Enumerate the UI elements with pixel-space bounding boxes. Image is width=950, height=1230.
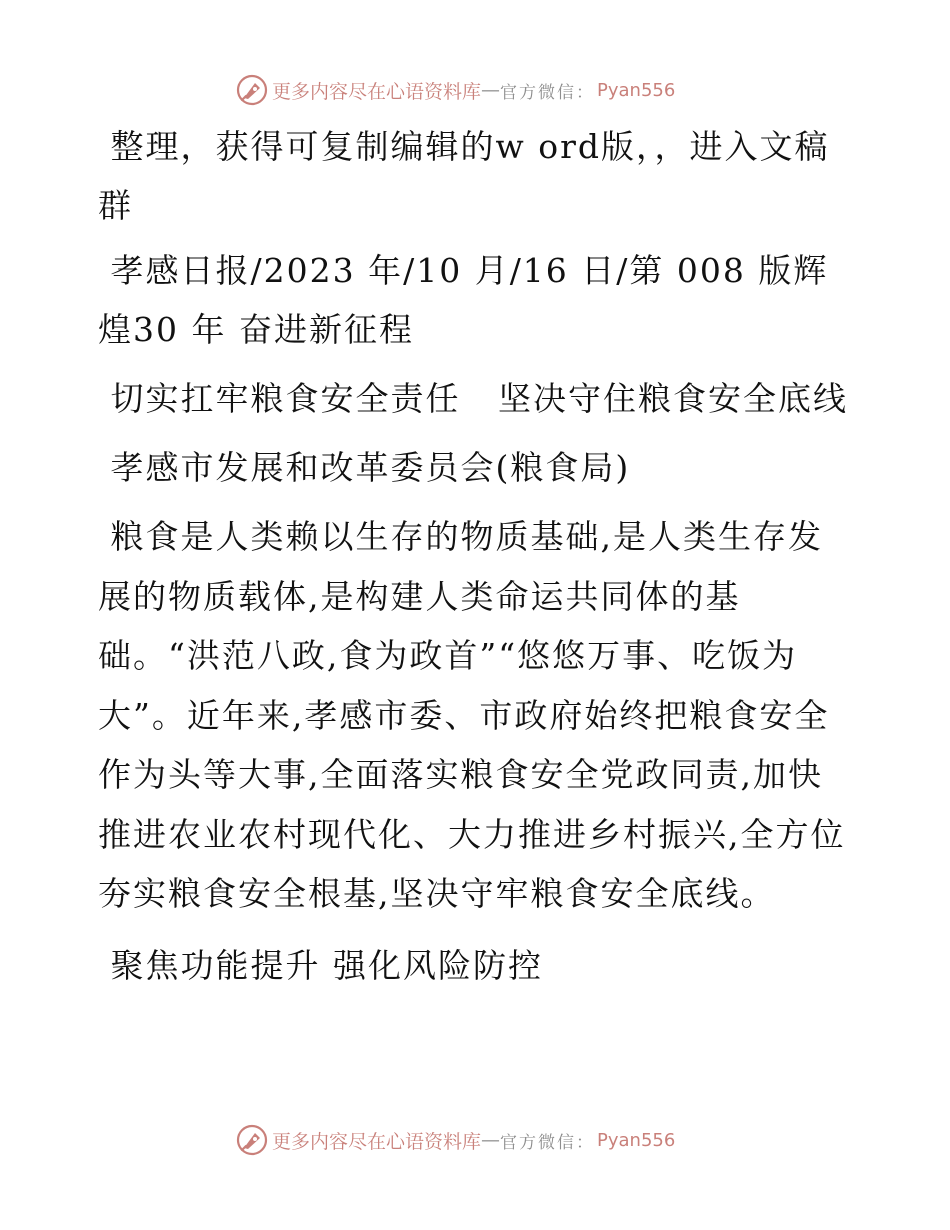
- watermark-official-label: 官方微信：: [500, 82, 596, 103]
- watermark-official-label: 官方微信：: [500, 1132, 596, 1153]
- document-body: [98, 117, 850, 995]
- intro-paragraph: 整理，获得可复制编辑的w ord版，，进入文稿群: [98, 127, 830, 225]
- watermark-dash: —: [481, 79, 501, 101]
- article-author: 孝感市发展和改革委员会(粮食局): [98, 448, 631, 487]
- section-heading: 聚焦功能提升 强化风险防控: [98, 945, 543, 985]
- footer-watermark: [236, 1123, 716, 1157]
- pen-nib-logo-icon: [236, 1124, 268, 1156]
- article-title: 切实扛牢粮食安全责任 坚决守住粮食安全底线: [98, 379, 848, 418]
- body-paragraph: 粮食是人类赖以生存的物质基础,是人类生存发展的物质载体,是构建人类命运共同体的基础。“洪范八政,食为政首”“悠悠万事、吃饭为大”。近年来,孝感市委、市政府始终把粮食安全作为头等大事,全面落实粮食安全党政同责,加快推进农业农村现代化、大力推进乡村振兴,全方位夯实粮食安全根基,坚决守牢粮食安全底线。: [98, 517, 846, 913]
- header-watermark: [236, 73, 716, 107]
- source-line: 孝感日报/2023 年/10 月/16 日/第 008 版辉煌30 年 奋进新征程: [98, 251, 829, 349]
- watermark-promo-text: 更多内容尽在心语资料库: [272, 80, 482, 103]
- watermark-wechat-id: Pyan556: [597, 79, 676, 101]
- pen-nib-logo-icon: [236, 74, 268, 106]
- watermark-wechat-id: Pyan556: [597, 1129, 676, 1151]
- watermark-promo-text: 更多内容尽在心语资料库: [272, 1130, 482, 1153]
- watermark-dash: —: [481, 1129, 501, 1151]
